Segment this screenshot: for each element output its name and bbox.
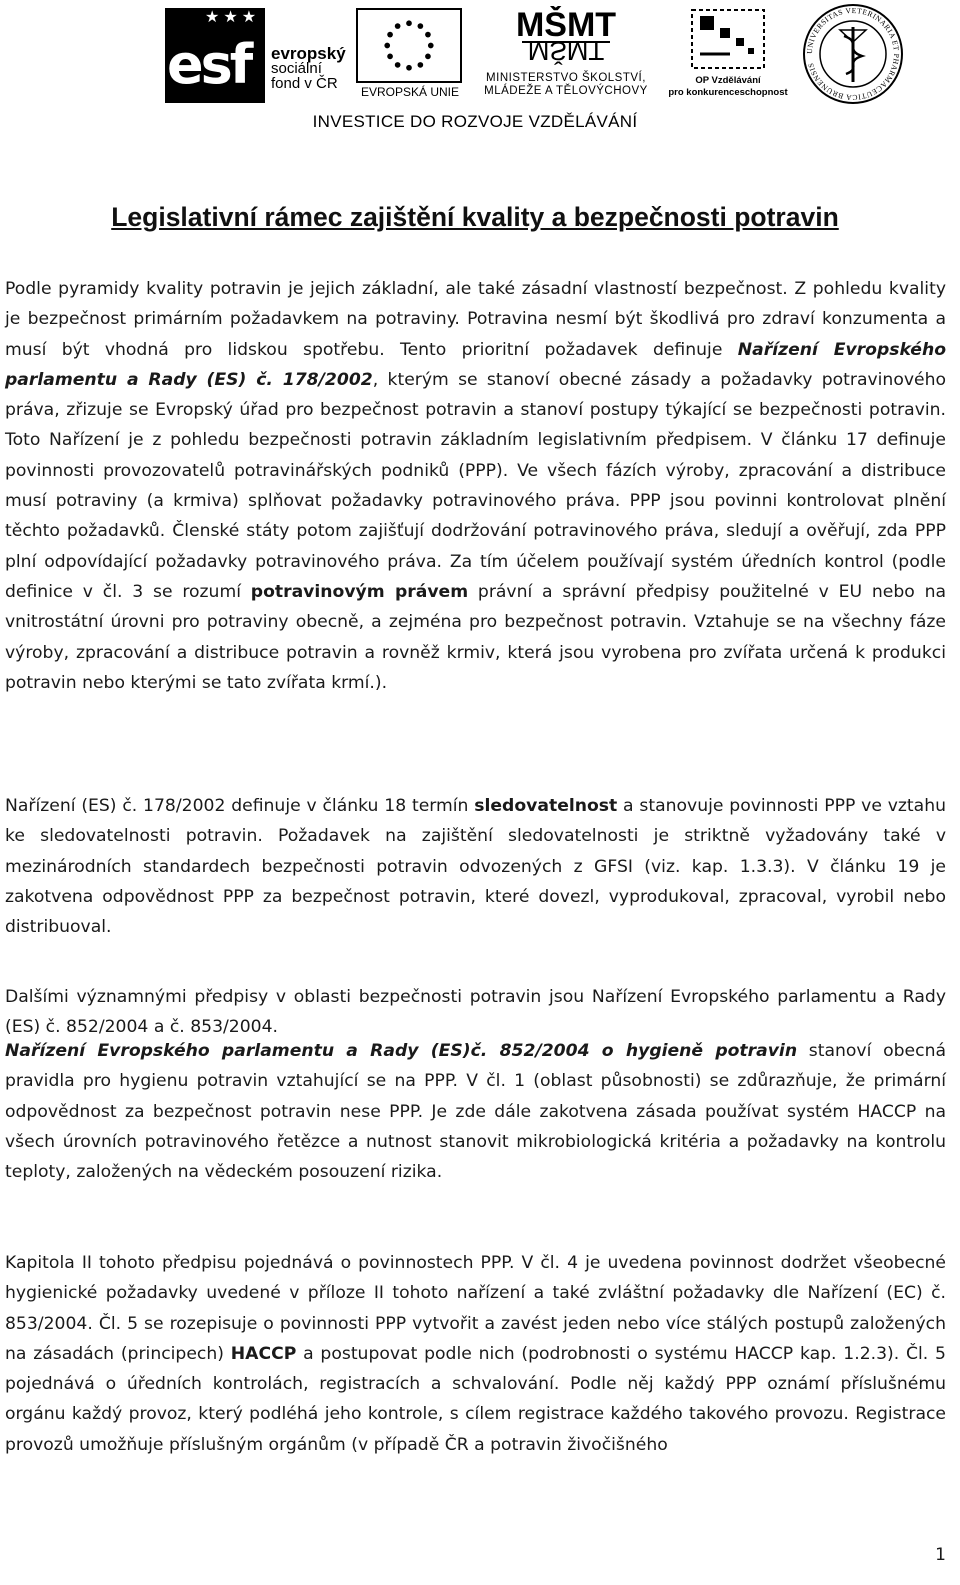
paragraph-food-safety-regulation: Podle pyramidy kvality potravin je jejich základní, ale také zásadní vlastností bezpečnost. Z pohledu kvality je bezpečnost primárním požadavkem na potraviny. Potravina nesmí být škodlivá pro zdraví konzumenta a musí být vhodná pro lidskou spotřebu. Tento prioritní požadavek definuje Nařízení Evropského parlamentu a Rady (ES) č. 178/2002, kterým se stanoví obecné zásady a požadavky potravinového práva, zřizuje se Evropský úřad pro bezpečnost potravin a stanoví postupy týkající se bezpečnosti potravin. Toto Nařízení je z pohledu bezpečnosti potravin základním legislativním předpisem. V článku 17 definuje povinnosti provozovatelů potravinářských podniků (PPP). Ve všech fázích výroby, zpracování a distribuce musí potraviny (a krmiva) splňovat požadavky potravinového práva. PPP jsou povinni kontrolovat plnění těchto požadavků. Členské státy potom zajišťují dodržování potravinového práva, sledují a ověřují, zda PPP plní odpovídající požadavky potravinového práva. Za tím účelem používají systém úředních kontrol (podle definice v čl. 3 se rozumí potravinovým právem právní a správní předpisy použitelné v EU nebo na vnitrostátní úrovni pro potraviny obecně, a zejména pro bezpečnost potravin. Vztahuje se na všechny fáze výroby, zpracování a distribuce potravin a rovněž krmiv, která jsou vyrobena pro zvířata určená k produkci potravin nebo kterými se tato zvířata krmí.).	[5, 279, 947, 693]
esf-logo-letters: esf	[167, 33, 251, 96]
svg-text:MŠMT: MŠMT	[527, 36, 605, 66]
msmt-logo	[470, 6, 662, 101]
university-seal-icon	[800, 2, 906, 106]
op-vk-text: OP Vzdělávání pro konkurenceschopnost	[668, 75, 788, 98]
eu-flag-icon	[356, 8, 462, 83]
esf-logo-block	[165, 8, 265, 103]
eu-caption: EVROPSKÁ UNIE	[360, 85, 460, 99]
page-number: 1	[935, 1545, 946, 1565]
food-law-term: potravinovým právem	[250, 581, 469, 602]
paragraph-regulation-852-2004: Nařízení Evropského parlamentu a Rady (ES)č. 852/2004 o hygieně potravin stanoví obecná pravidla pro hygienu potravin vztahující se na PPP. V čl. 1 (oblast působnosti) se zdůrazňuje, že primární odpovědnost za bezpečnost potravin nese PPP. Je zde dále zakotvena zásada používat systém HACCP na všech úrovních potravinového řetězce a nutnost stanovit mikrobiologická kritéria a požadavky na kontrolu teploty, založených na vědeckém posouzení rizika.	[5, 1041, 946, 1183]
university-seal-logo	[800, 2, 906, 106]
eu-logo	[356, 8, 464, 103]
regulation-852-2004-ref: Nařízení Evropského parlamentu a Rady (ES)č. 852/2004 o hygieně potravin	[5, 1041, 798, 1061]
haccp-term: HACCP	[230, 1343, 297, 1364]
op-vk-logo	[668, 8, 788, 103]
header-logos	[0, 0, 960, 140]
paragraph-other-regulations: Dalšími významnými předpisy v oblasti bezpečnosti potravin jsou Nařízení Evropského parlamentu a Rady (ES) č. 852/2004 a č. 853/2004.	[5, 987, 946, 1038]
esf-stars-icon: ★ ★ ★	[205, 9, 257, 26]
esf-logo-text: evropský sociální fond v ČR	[271, 44, 346, 92]
tagline: INVESTICE DO ROZVOJE VZDĚLÁVÁNÍ	[312, 112, 638, 131]
esf-logo	[165, 8, 345, 103]
svg-text:UNIVERSITAS VETERINARIA ET PHA: UNIVERSITAS VETERINARIA ET PHARMACEUTICA BRUNENSIS	[804, 5, 902, 103]
traceability-term: sledovatelnost	[474, 796, 618, 816]
document-title: Legislativní rámec zajištění kvality a bezpečnosti potravin	[111, 202, 839, 232]
msmt-mark-icon	[516, 6, 616, 68]
paragraph-traceability: Nařízení (ES) č. 178/2002 definuje v článku 18 termín sledovatelnost a stanovuje povinnosti PPP ve vztahu ke sledovatelnosti potravin. Požadavek na zajištění sledovatelnosti je striktně vyžadovány také v mezinárodních standardech bezpečnosti potravin odvozených z GFSI (viz. kap. 1.3.3). V článku 19 je zakotvena odpovědnost PPP za bezpečnost potravin, které dovezl, vyprodukoval, zpracoval, vyrobil nebo distribuoval.	[5, 796, 946, 938]
msmt-text: MINISTERSTVO ŠKOLSTVÍ, MLÁDEŽE A TĚLOVÝCHOVY	[484, 72, 648, 97]
regulation-178-2002-ref: Nařízení Evropského parlamentu a Rady (ES) č. 178/2002	[5, 339, 947, 390]
msmt-mark-top: MŠMT	[516, 6, 616, 44]
op-vk-mark-icon	[690, 8, 766, 70]
paragraph-chapter-ii: Kapitola II tohoto předpisu pojednává o povinnostech PPP. V čl. 4 je uvedena povinnost dodržet všeobecné hygienické požadavky uvedené v příloze II tohoto nařízení a také zvláštní požadavky dle Nařízení (EC) č. 853/2004. Čl. 5 se rozepisuje o povinnosti PPP vytvořit a zavést jeden nebo více stálých postupů založených na zásadách (principech) HACCP a postupovat podle nich (podrobnosti o systému HACCP kap. 1.2.3). Čl. 5 pojednává o úředních kontrolách, registracích a schvalování. Podle něj každý PPP oznámí příslušnému orgánu každý provoz, který podléhá jeho kontrole, s cílem registrace každého takového provozu. Registrace provozů umožňuje příslušným orgánům (v případě ČR a potravin živočišného	[5, 1253, 946, 1455]
